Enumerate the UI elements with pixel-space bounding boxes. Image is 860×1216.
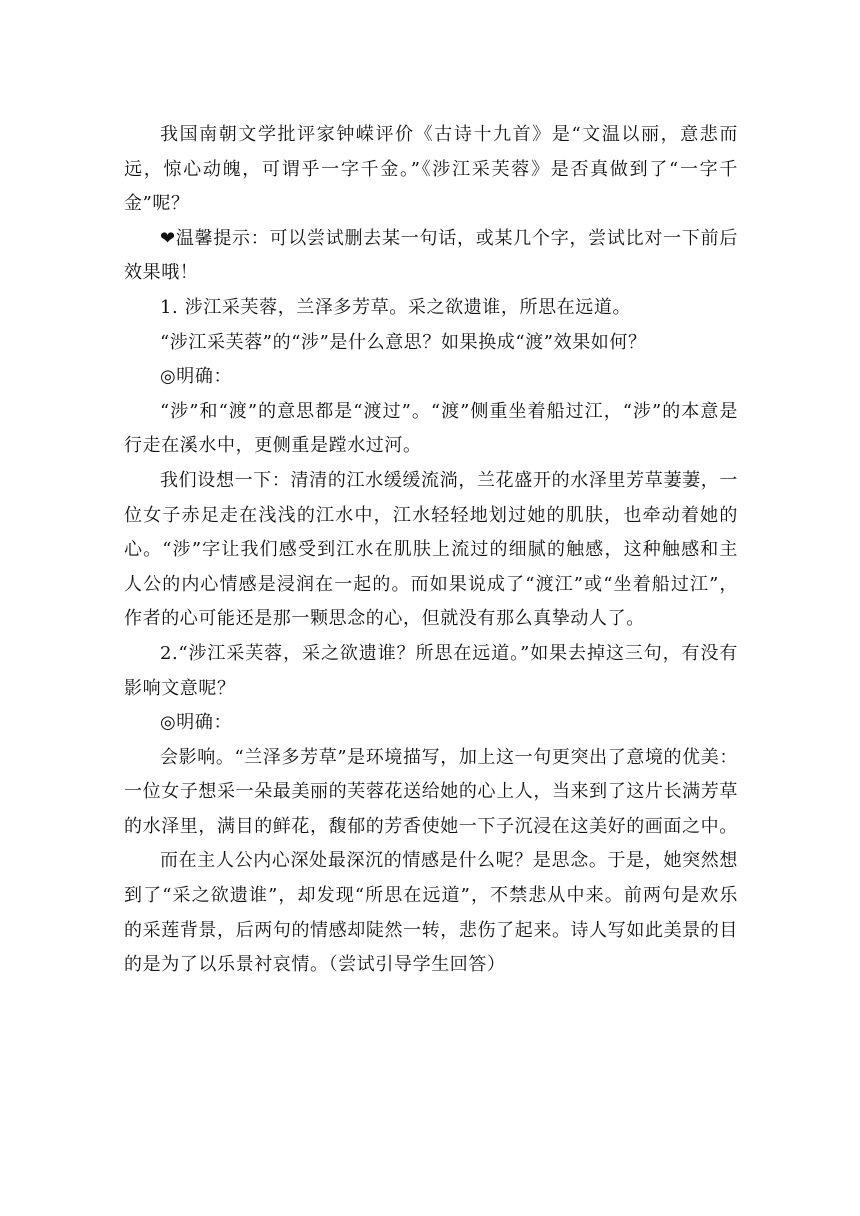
answer-label-1: ◎明确： <box>160 366 233 388</box>
intro-paragraph: 我国南朝文学批评家钟嵘评价《古诗十九首》是“文温以丽，意悲而远，惊心动魄，可谓乎一字千金。”《涉江采芙蓉》是否真做到了“一字千金”呢？ <box>124 124 738 215</box>
answer-1-definition: “涉”和“渡”的意思都是“渡过”。“渡”侧重坐着船过江，“涉”的本意是行走在溪水中，更侧重是蹚水过河。 <box>124 400 738 457</box>
question-2-prompt: 2.“涉江采芙蓉，采之欲遗谁？所思在远道。”如果去掉这三句，有没有影响文意呢？ <box>124 642 738 699</box>
document-body <box>124 118 738 983</box>
tip-paragraph: ❤温馨提示：可以尝试删去某一句话，或某几个字，尝试比对一下前后效果哦！ <box>124 227 738 284</box>
question-1-prompt: “涉江采芙蓉”的“涉”是什么意思？如果换成“渡”效果如何？ <box>160 331 647 353</box>
answer-1-explanation: 我们设想一下：清清的江水缓缓流淌，兰花盛开的水泽里芳草萋萋，一位女子赤足走在浅浅的江水中，江水轻轻地划过她的肌肤，也牵动着她的心。“涉”字让我们感受到江水在肌肤上流过的细腻的触感，这种触感和主人公的内心情感是浸润在一起的。而如果说成了“渡江”或“坐着船过江”，作者的心可能还是那一颗思念的心，但就没有那么真挚动人了。 <box>124 469 738 630</box>
answer-2-emotion: 而在主人公内心深处最深沉的情感是什么呢？是思念。于是，她突然想到了“采之欲遗谁”，却发现“所思在远道”，不禁悲从中来。前两句是欢乐的采莲背景，后两句的情感却陡然一转，悲伤了起来。诗人写如此美景的目的是为了以乐景衬哀情。（尝试引导学生回答） <box>124 850 738 976</box>
answer-2-scenery: 会影响。“兰泽多芳草”是环境描写，加上这一句更突出了意境的优美：一位女子想采一朵最美丽的芙蓉花送给她的心上人，当来到了这片长满芳草的水泽里，满目的鲜花，馥郁的芳香使她一下子沉浸在这美好的画面之中。 <box>124 746 738 837</box>
question-1-poem-lines: 1. 涉江采芙蓉，兰泽多芳草。采之欲遗谁，所思在远道。 <box>160 296 632 318</box>
answer-label-2: ◎明确： <box>160 712 233 734</box>
